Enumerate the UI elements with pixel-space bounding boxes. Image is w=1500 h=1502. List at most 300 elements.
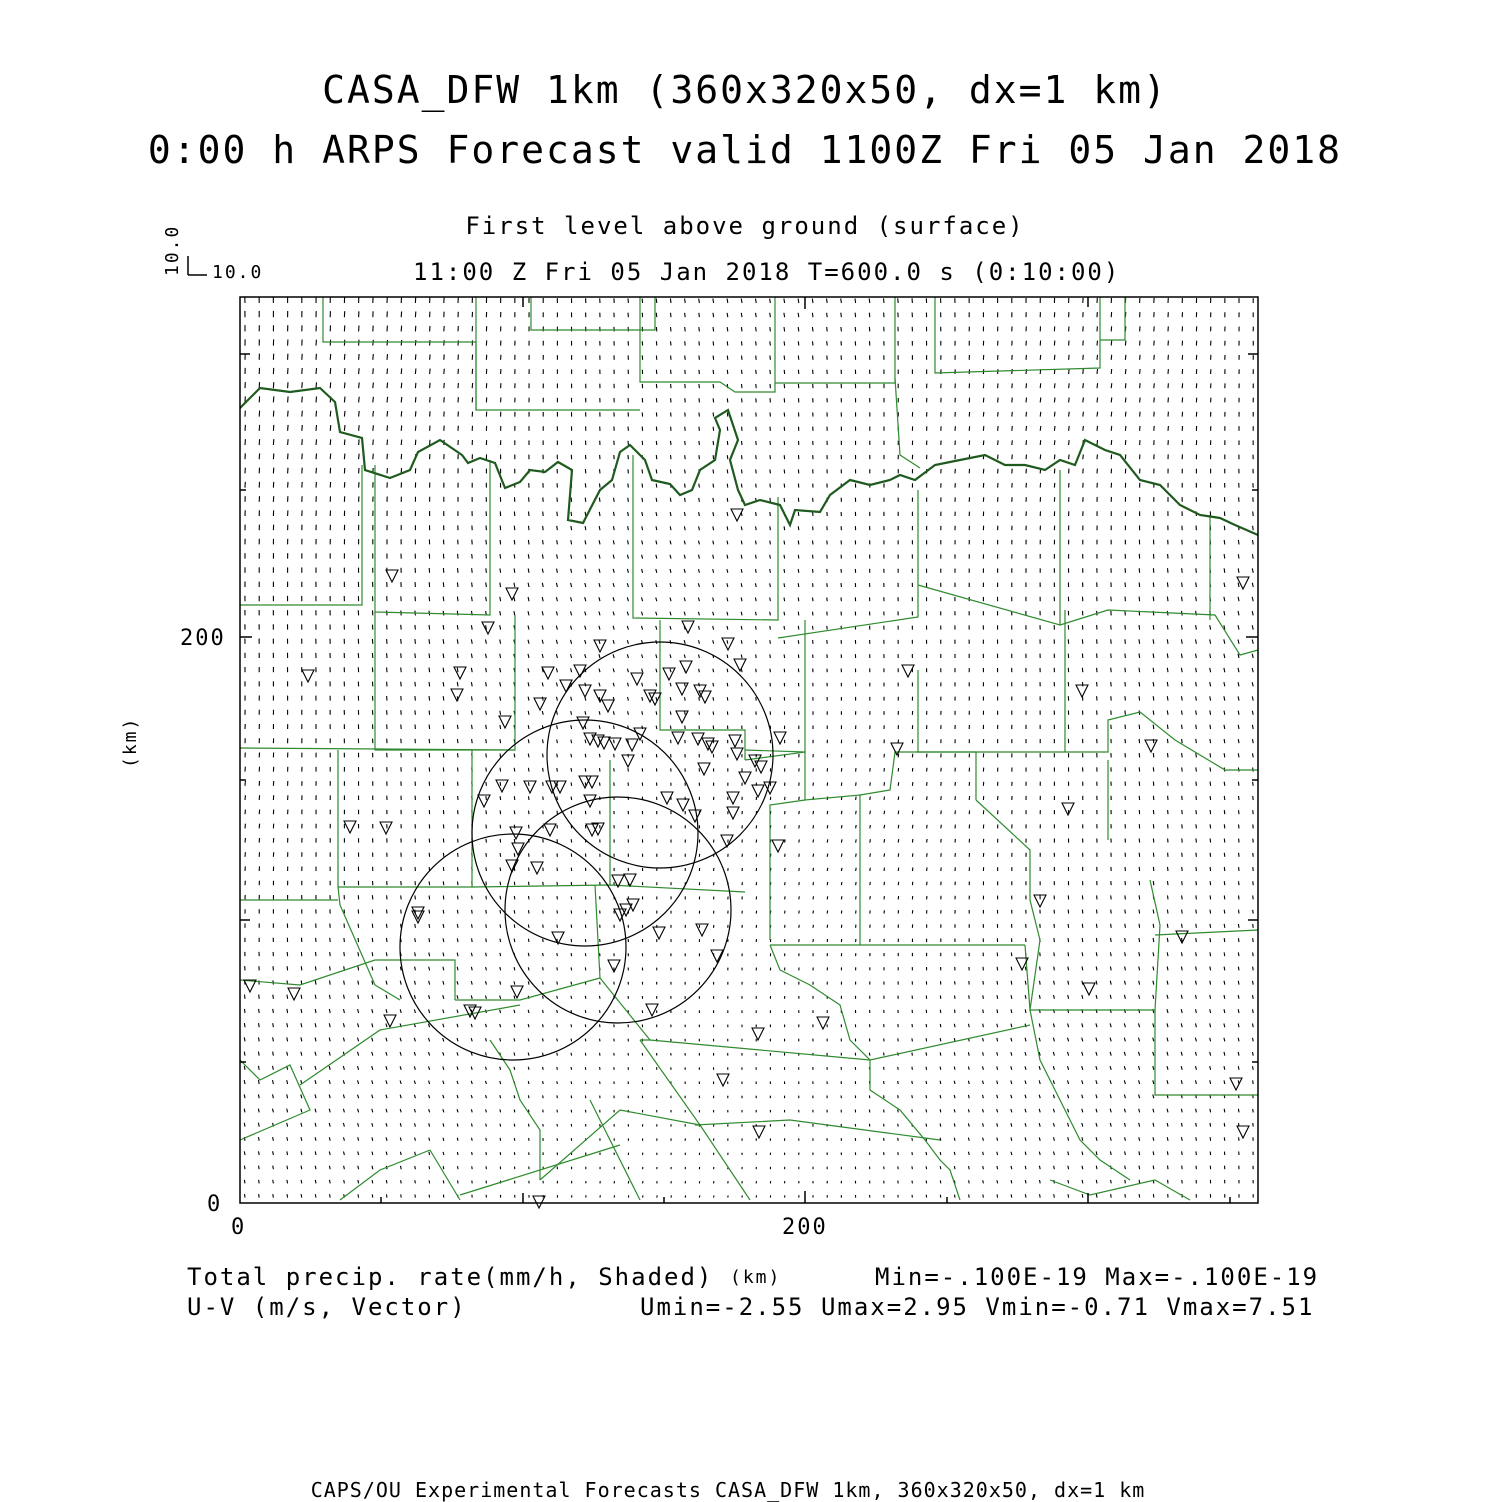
wind-vector — [471, 1024, 472, 1027]
wind-vector — [401, 425, 402, 430]
wind-vector — [813, 896, 814, 899]
wind-vector — [1181, 1023, 1182, 1027]
wind-vector — [698, 598, 699, 602]
wind-vector — [1096, 1137, 1097, 1141]
wind-vector — [542, 683, 543, 687]
wind-vector — [940, 1166, 941, 1169]
wind-vector — [1096, 924, 1097, 928]
wind-vector — [784, 555, 785, 559]
wind-vector — [1025, 967, 1026, 971]
wind-vector — [528, 1038, 529, 1041]
wind-vector — [1125, 696, 1126, 700]
wind-vector — [785, 868, 786, 871]
wind-vector — [699, 541, 700, 545]
wind-vector — [302, 411, 303, 417]
wind-vector — [571, 640, 572, 644]
wind-vector — [1097, 383, 1098, 388]
wind-vector — [1011, 981, 1012, 985]
wind-vector — [571, 526, 572, 530]
wind-vector — [500, 540, 501, 545]
wind-vector — [1110, 967, 1111, 971]
wind-vector — [799, 882, 800, 885]
wind-vector — [400, 1038, 401, 1042]
radar-range-rings — [400, 642, 773, 1060]
wind-vector — [486, 597, 487, 601]
wind-vector — [770, 469, 771, 473]
wind-vector — [571, 1024, 572, 1027]
station-marker-icon — [1230, 1078, 1242, 1090]
wind-vector — [613, 555, 614, 559]
wind-vector — [699, 640, 700, 644]
wind-vector — [514, 896, 515, 900]
wind-vector — [543, 896, 544, 899]
wind-vector — [1096, 981, 1097, 985]
wind-vector — [1210, 668, 1211, 672]
wind-vector — [1196, 583, 1197, 588]
wind-vector — [685, 299, 686, 303]
wind-vector — [1182, 582, 1183, 587]
vector-key-v: 10.0 — [162, 225, 183, 276]
wind-vector — [954, 1052, 955, 1055]
wind-vector — [670, 654, 671, 658]
wind-vector — [415, 952, 416, 956]
wind-vector — [756, 569, 757, 573]
wind-vector — [613, 711, 614, 715]
wind-vector — [756, 683, 757, 687]
wind-vector — [415, 653, 416, 658]
wind-vector — [1069, 398, 1070, 403]
wind-vector — [1069, 383, 1070, 388]
wind-vector — [827, 825, 828, 828]
wind-vector — [912, 839, 913, 843]
wind-vector — [287, 1080, 288, 1084]
wind-vector — [344, 995, 345, 999]
wind-vector — [387, 440, 388, 445]
wind-vector — [1053, 1024, 1054, 1028]
wind-vector — [898, 1067, 899, 1070]
station-marker-icon — [384, 1015, 396, 1027]
wind-vector — [373, 425, 374, 431]
wind-vector — [1167, 995, 1168, 999]
wind-vector — [727, 569, 728, 573]
wind-vector — [571, 754, 572, 758]
wind-vector — [1068, 981, 1069, 985]
wind-vector — [1224, 1024, 1225, 1028]
wind-vector — [443, 953, 444, 957]
wind-vector — [912, 796, 913, 800]
wind-vector — [358, 1123, 359, 1127]
wind-vector — [329, 1009, 330, 1013]
wind-vector — [528, 782, 529, 786]
wind-vector — [585, 555, 586, 559]
wind-vector — [755, 598, 756, 602]
wind-vector — [599, 669, 600, 673]
wind-vector — [1253, 782, 1254, 786]
wind-vector — [571, 740, 572, 744]
wind-vector — [500, 711, 501, 715]
wind-vector — [329, 1080, 330, 1084]
wind-vector — [1025, 1052, 1026, 1056]
wind-vector — [359, 383, 360, 389]
wind-vector — [1026, 440, 1027, 445]
wind-vector — [998, 426, 999, 431]
wind-vector — [457, 924, 458, 928]
wind-vector — [244, 1066, 245, 1070]
wind-vector — [727, 669, 728, 673]
wind-vector — [954, 1152, 955, 1155]
wind-vector — [514, 882, 515, 886]
wind-vector — [1025, 1180, 1026, 1183]
wind-vector — [1140, 398, 1141, 403]
wind-vector — [1012, 398, 1013, 403]
wind-vector — [1083, 426, 1084, 431]
wind-vector — [344, 382, 345, 388]
wind-vector — [415, 639, 416, 644]
wind-vector — [486, 654, 487, 658]
wind-vector — [1040, 412, 1041, 417]
wind-vector — [273, 1151, 274, 1155]
wind-vector — [1054, 1152, 1055, 1156]
station-marker-icon — [696, 924, 708, 936]
wind-vector — [585, 740, 586, 744]
wind-vector — [1025, 1081, 1026, 1085]
x-axis-label: (km) — [730, 1267, 781, 1288]
station-marker-icon — [752, 1028, 764, 1040]
wind-vector — [798, 569, 799, 573]
wind-vector — [1210, 895, 1211, 899]
wind-vector — [1238, 967, 1239, 971]
wind-vector — [443, 981, 444, 985]
wind-vector — [529, 512, 530, 517]
wind-vector — [302, 397, 303, 403]
wind-vector — [414, 995, 415, 999]
wind-vector — [1053, 1123, 1054, 1127]
wind-vector — [430, 383, 431, 388]
wind-vector — [628, 683, 629, 687]
wind-vector — [301, 1180, 302, 1184]
wind-vector — [528, 768, 529, 772]
wind-vector — [841, 327, 842, 331]
wind-vector — [1196, 853, 1197, 857]
wind-vector — [273, 1109, 274, 1113]
wind-vector — [642, 541, 643, 545]
wind-vector — [500, 597, 501, 601]
wind-vector — [457, 582, 458, 587]
wind-vector — [997, 1138, 998, 1141]
wind-vector — [329, 1095, 330, 1099]
wind-vector — [670, 626, 671, 630]
wind-vector — [997, 1066, 998, 1069]
wind-vector — [457, 967, 458, 971]
wind-vector — [1196, 824, 1197, 828]
wind-vector — [543, 996, 544, 999]
wind-vector — [429, 1052, 430, 1056]
wind-vector — [571, 1067, 572, 1070]
wind-vector — [1224, 554, 1225, 559]
wind-vector — [1196, 568, 1197, 573]
wind-vector — [429, 668, 430, 673]
wind-vector — [1224, 1009, 1225, 1013]
wind-vector — [372, 1052, 373, 1056]
wind-vector — [1210, 1080, 1211, 1084]
wind-vector — [841, 313, 842, 318]
wind-vector — [856, 854, 857, 857]
station-marker-icon — [412, 911, 424, 923]
wind-vector — [784, 654, 785, 658]
wind-vector — [770, 498, 771, 502]
wind-vector — [770, 299, 771, 303]
wind-vector — [968, 1138, 969, 1141]
wind-vector — [1139, 1095, 1140, 1099]
wind-vector — [571, 668, 572, 672]
wind-vector — [1153, 654, 1154, 659]
wind-vector — [670, 726, 671, 729]
wind-vector — [557, 1067, 558, 1070]
wind-vector — [1083, 341, 1084, 346]
wind-vector — [528, 654, 529, 658]
wind-vector — [884, 825, 885, 829]
wind-vector — [1153, 995, 1154, 999]
wind-vector — [528, 682, 529, 686]
wind-vector — [429, 1109, 430, 1112]
wind-vector — [642, 626, 643, 630]
wind-vector — [684, 512, 685, 516]
wind-vector — [997, 1166, 998, 1169]
wind-vector — [471, 967, 472, 971]
wind-vector — [1011, 995, 1012, 999]
wind-vector — [528, 540, 529, 544]
wind-vector — [642, 711, 643, 715]
wind-vector — [798, 555, 799, 559]
wind-vector — [415, 426, 416, 431]
wind-vector — [727, 413, 728, 417]
wind-vector — [287, 1180, 288, 1184]
wind-vector — [486, 540, 487, 545]
wind-vector — [415, 967, 416, 971]
wind-vector — [727, 356, 728, 360]
wind-vector — [969, 1010, 970, 1013]
wind-vector — [870, 868, 871, 871]
wind-vector — [627, 612, 628, 616]
wind-vector — [486, 896, 487, 900]
wind-vector — [358, 981, 359, 985]
wind-vector — [358, 1137, 359, 1141]
wind-vector — [756, 370, 757, 374]
wind-vector — [997, 1194, 998, 1197]
wind-vector — [656, 484, 657, 488]
wind-vector — [273, 1080, 274, 1084]
wind-vector — [500, 768, 501, 772]
wind-vector — [1039, 1024, 1040, 1028]
wind-vector — [301, 1109, 302, 1113]
wind-vector — [471, 668, 472, 672]
wind-vector — [968, 1123, 969, 1126]
wind-vector — [912, 1095, 913, 1098]
wind-vector — [1182, 867, 1183, 871]
wind-vector — [1153, 1080, 1154, 1084]
station-marker-icon — [729, 735, 741, 747]
wind-vector — [756, 356, 757, 360]
wind-vector — [927, 796, 928, 800]
wind-vector — [329, 1152, 330, 1156]
wind-vector — [543, 782, 544, 786]
wind-vector — [884, 797, 885, 801]
wind-vector — [429, 1009, 430, 1013]
wind-vector — [1110, 1066, 1111, 1070]
wind-vector — [1210, 639, 1211, 643]
wind-vector — [770, 654, 771, 658]
station-marker-icon — [752, 785, 764, 797]
wind-vector — [443, 967, 444, 971]
wind-vector — [600, 1024, 601, 1027]
wind-vector — [1252, 711, 1253, 715]
wind-vector — [1167, 910, 1168, 914]
wind-vector — [585, 597, 586, 601]
wind-vector — [670, 583, 671, 587]
wind-vector — [841, 825, 842, 828]
wind-vector — [500, 853, 501, 857]
wind-vector — [1053, 1066, 1054, 1070]
wind-vector — [415, 1180, 416, 1183]
wind-vector — [656, 612, 657, 616]
wind-vector — [1110, 1109, 1111, 1113]
wind-vector — [785, 882, 786, 885]
wind-vector — [472, 725, 473, 729]
wind-vector — [656, 512, 657, 516]
wind-vector — [1040, 967, 1041, 971]
wind-vector — [1238, 640, 1239, 644]
wind-vector — [429, 1066, 430, 1069]
wind-vector — [1096, 1166, 1097, 1170]
wind-vector — [741, 626, 742, 630]
wind-vector — [1153, 910, 1154, 914]
wind-vector — [358, 1152, 359, 1156]
wind-vector — [599, 654, 600, 658]
wind-vector — [1111, 426, 1112, 431]
wind-vector — [699, 626, 700, 630]
wind-vector — [500, 640, 501, 644]
wind-vector — [344, 1166, 345, 1170]
wind-vector — [1125, 924, 1126, 928]
wind-vector — [259, 1037, 260, 1041]
station-marker-icon — [1237, 577, 1249, 589]
wind-vector — [827, 854, 828, 857]
wind-vector — [273, 1052, 274, 1056]
wind-vector — [784, 640, 785, 644]
wind-vector — [841, 811, 842, 814]
wind-vector — [827, 313, 828, 317]
wind-vector — [1125, 398, 1126, 403]
wind-vector — [1196, 952, 1197, 956]
wind-vector — [258, 1123, 259, 1127]
wind-vector — [1167, 1009, 1168, 1013]
wind-vector — [287, 995, 288, 999]
wind-vector — [472, 739, 473, 743]
wind-vector — [1111, 398, 1112, 403]
station-marker-icon — [1076, 685, 1088, 697]
wind-vector — [1224, 611, 1225, 615]
wind-vector — [827, 341, 828, 345]
wind-vector — [457, 1109, 458, 1112]
wind-vector — [258, 1080, 259, 1084]
wind-vector — [245, 995, 246, 999]
wind-vector — [429, 653, 430, 658]
wind-vector — [1181, 639, 1182, 644]
wind-vector — [443, 696, 444, 700]
red-river — [240, 388, 1258, 535]
wind-vector — [344, 425, 345, 431]
wind-vector — [1238, 782, 1239, 786]
wind-vector — [359, 397, 360, 403]
wind-vector — [386, 1180, 387, 1183]
wind-vector — [684, 583, 685, 587]
wind-vector — [1111, 412, 1112, 417]
wind-vector — [600, 782, 601, 785]
wind-vector — [244, 1180, 245, 1184]
wind-vector — [585, 996, 586, 999]
wind-vector — [556, 583, 557, 587]
wind-vector — [1253, 1024, 1254, 1028]
station-marker-icon — [602, 700, 614, 712]
wind-vector — [1238, 711, 1239, 715]
wind-vector — [1196, 682, 1197, 686]
wind-vector — [288, 411, 289, 417]
wind-vector — [1153, 952, 1154, 956]
wind-vector — [330, 1180, 331, 1184]
wind-vector — [1125, 938, 1126, 942]
wind-vector — [741, 612, 742, 616]
wind-vector — [785, 840, 786, 843]
wind-vector — [472, 1152, 473, 1155]
wind-vector — [685, 427, 686, 431]
wind-vector — [486, 796, 487, 800]
wind-vector — [556, 597, 557, 601]
wind-vector — [528, 1010, 529, 1013]
wind-vector — [1139, 639, 1140, 644]
wind-vector — [656, 583, 657, 587]
wind-vector — [571, 711, 572, 715]
wind-vector — [273, 1023, 274, 1027]
station-marker-icon — [1083, 983, 1095, 995]
wind-vector — [329, 1023, 330, 1027]
wind-vector — [1011, 1009, 1012, 1013]
wind-vector — [671, 455, 672, 459]
wind-vector — [372, 924, 373, 928]
wind-vector — [514, 1110, 515, 1113]
wind-vector — [401, 639, 402, 644]
wind-vector — [727, 370, 728, 374]
wind-vector — [1096, 1052, 1097, 1056]
wind-vector — [330, 454, 331, 460]
wind-vector — [1252, 668, 1253, 672]
wind-vector — [841, 854, 842, 857]
wind-vector — [756, 469, 757, 473]
wind-vector — [799, 896, 800, 899]
wind-vector — [542, 626, 543, 630]
wind-vector — [273, 1066, 274, 1070]
wind-vector — [656, 469, 657, 473]
wind-vector — [486, 1095, 487, 1098]
wind-vector — [1252, 554, 1253, 558]
wind-vector — [344, 1180, 345, 1183]
wind-vector — [429, 625, 430, 630]
wind-vector — [713, 640, 714, 644]
wind-vector — [1238, 1024, 1239, 1028]
wind-vector — [600, 469, 601, 473]
wind-vector — [1210, 810, 1211, 814]
wind-vector — [500, 996, 501, 999]
wind-vector — [1139, 995, 1140, 999]
